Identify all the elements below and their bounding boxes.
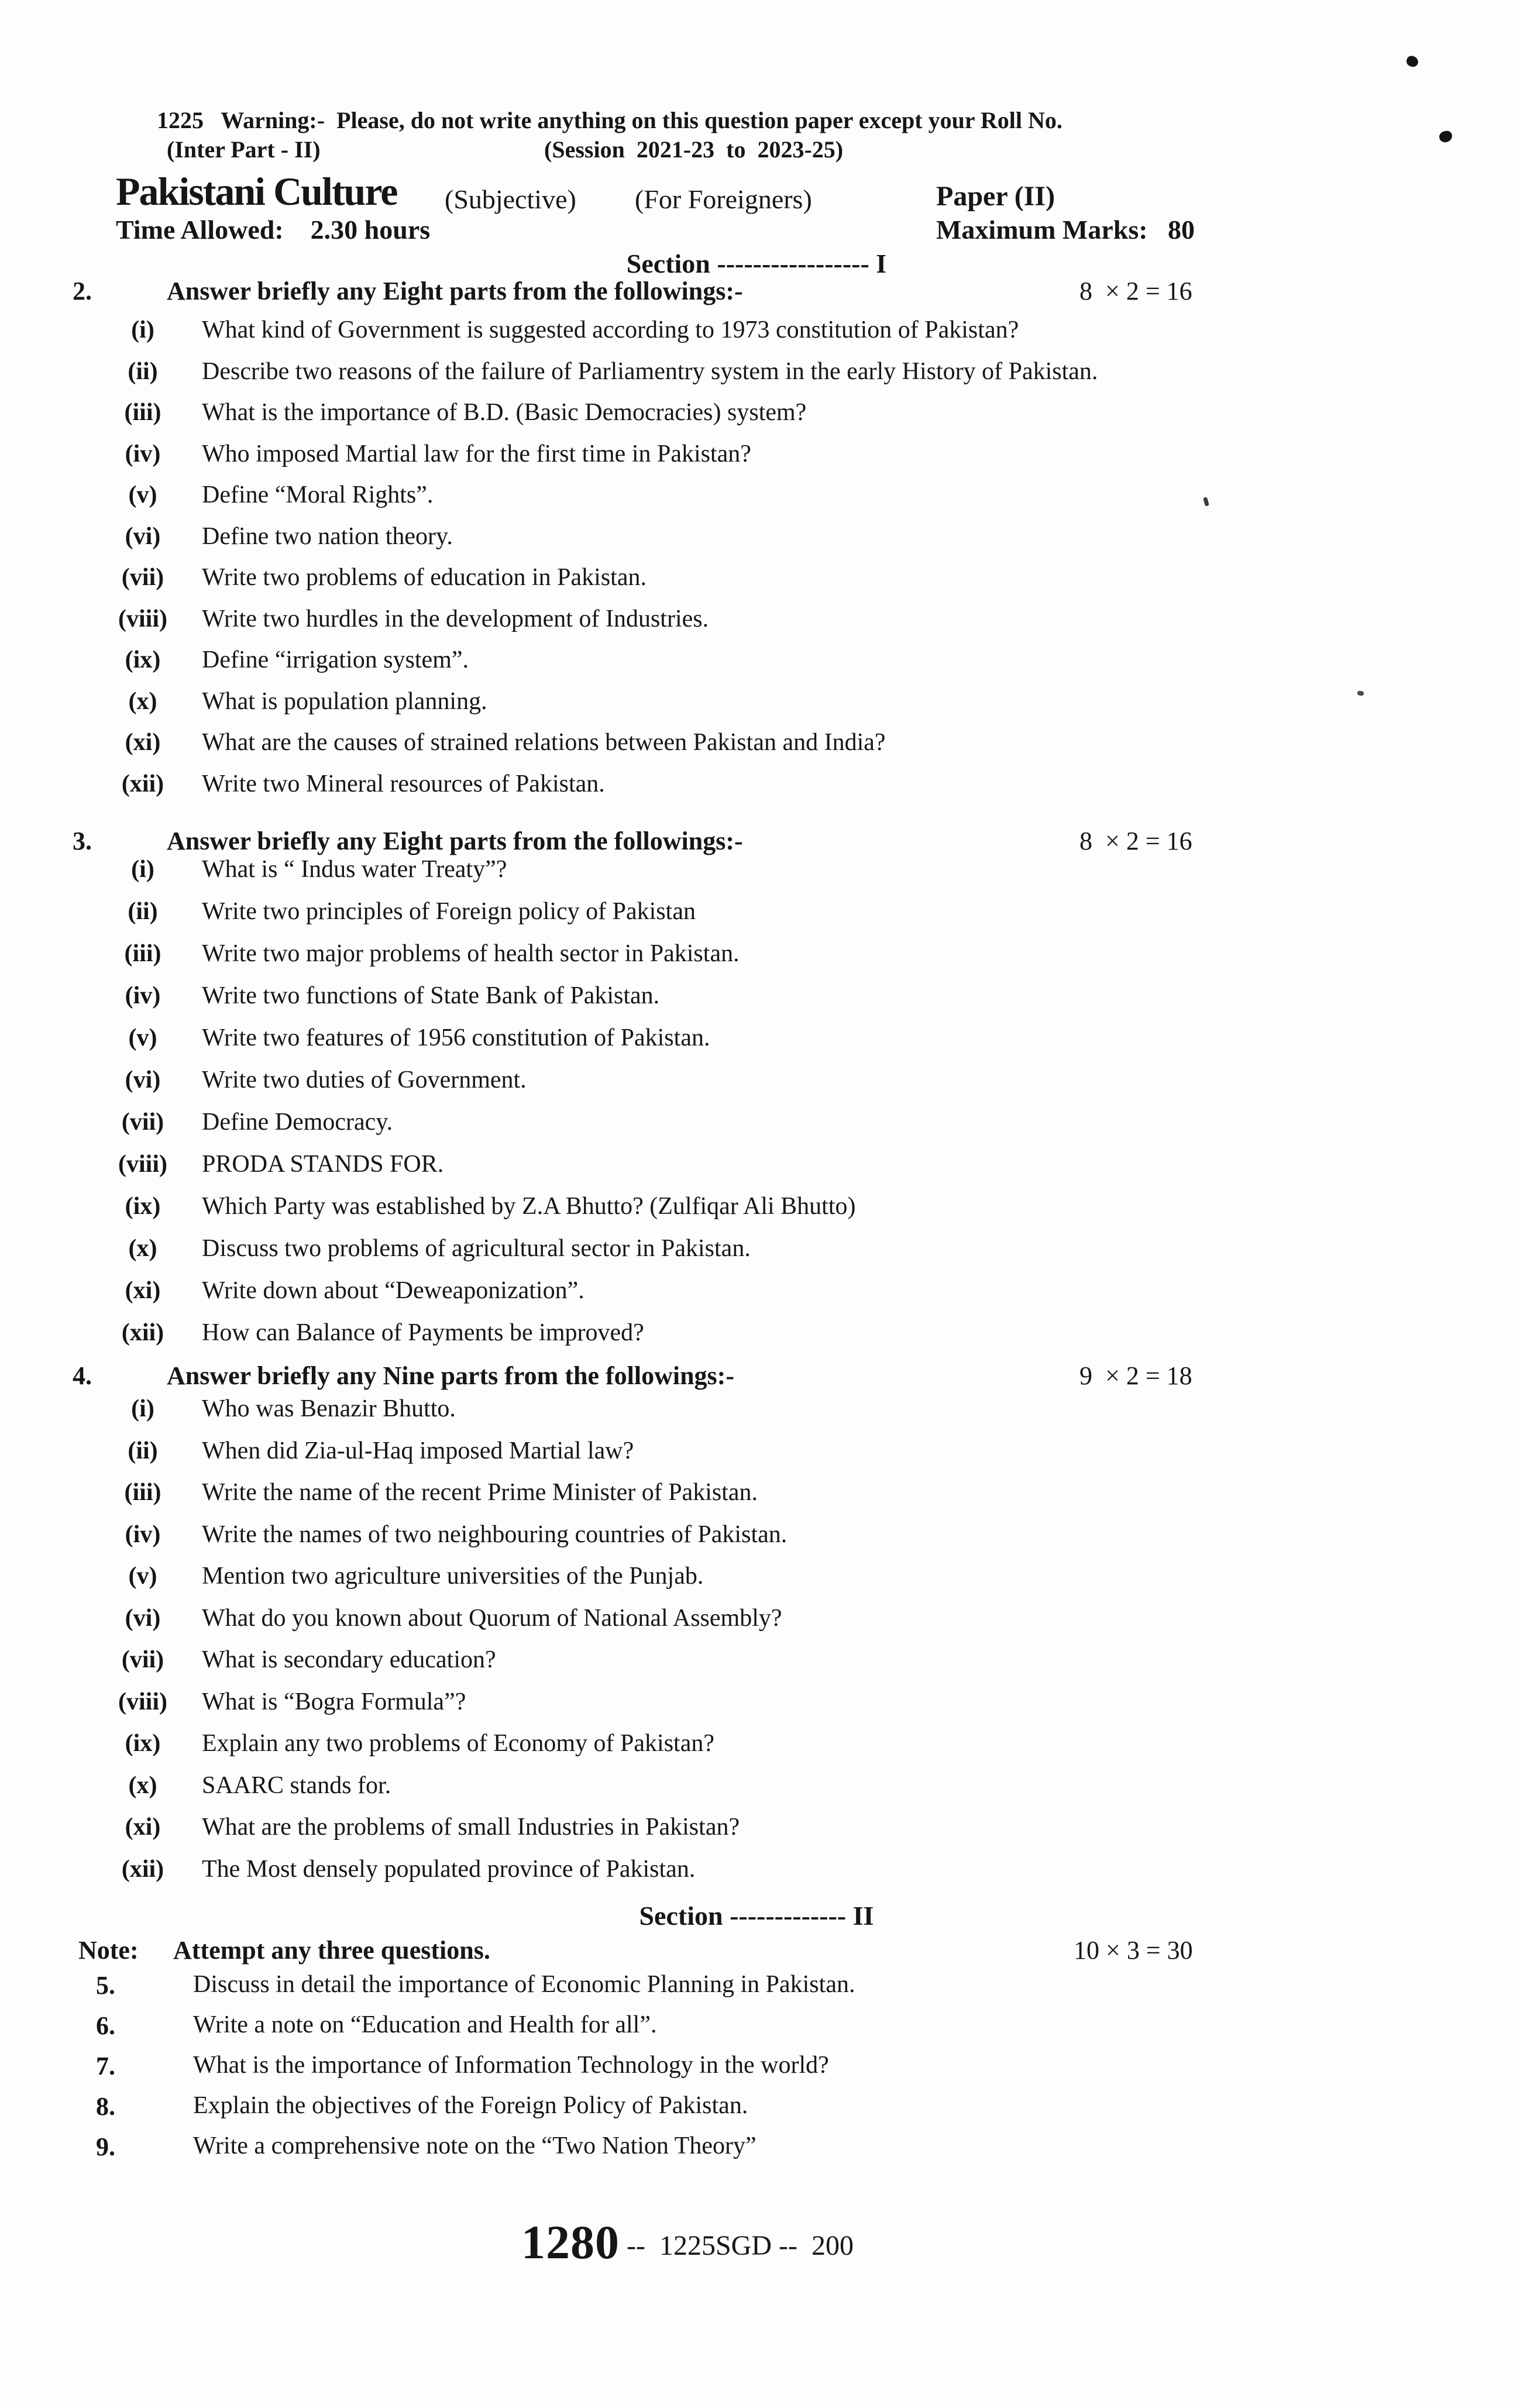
question-part-row <box>0 1192 1513 1234</box>
part-text: Who imposed Martial law for the first time in Pakistan? <box>202 440 751 467</box>
part-numeral: (iv) <box>125 440 161 467</box>
part-numeral: (iv) <box>125 1521 161 1548</box>
part-numeral: (ix) <box>125 1730 161 1757</box>
question-part-row <box>0 1108 1513 1150</box>
part-text: What is “ Indus water Treaty”? <box>202 856 507 883</box>
part-numeral: (iii) <box>124 399 161 426</box>
part-text: Write two features of 1956 constitution of Pakistan. <box>202 1024 710 1051</box>
warning-line: 1225 Warning:- Please, do not write anything on this question paper except your Roll No. <box>157 107 1062 133</box>
part-text: Mention two agriculture universities of the Punjab. <box>202 1563 704 1590</box>
q3-number: 3. <box>73 827 92 855</box>
part-numeral: (xi) <box>125 729 161 756</box>
part-numeral: (iii) <box>124 1479 161 1506</box>
long-question-number: 6. <box>96 2011 115 2040</box>
long-question-number: 7. <box>96 2052 115 2080</box>
q4-parts-list <box>0 1395 1513 1897</box>
inter-part-label: (Inter Part - II) <box>167 136 321 163</box>
long-question-row <box>0 2051 1513 2091</box>
question-part-row <box>0 1688 1513 1730</box>
question-part-row <box>0 1066 1513 1108</box>
question-part-row <box>0 522 1513 564</box>
question-part-row <box>0 605 1513 646</box>
question-part-row <box>0 1319 1513 1361</box>
part-text: Who was Benazir Bhutto. <box>202 1395 456 1422</box>
q3-marks: 8 × 2 = 16 <box>1079 827 1192 855</box>
part-text: Write two functions of State Bank of Pakistan. <box>202 982 660 1009</box>
part-text: What is population planning. <box>202 687 487 715</box>
part-numeral: (xii) <box>121 770 164 797</box>
part-numeral: (vi) <box>125 522 161 550</box>
part-text: PRODA STANDS FOR. <box>202 1151 444 1178</box>
part-text: Define “Moral Rights”. <box>202 481 434 508</box>
part-text: Write two duties of Government. <box>202 1067 527 1093</box>
question-part-row <box>0 1855 1513 1897</box>
long-question-row <box>0 2011 1513 2051</box>
part-text: Write down about “Deweaponization”. <box>202 1277 584 1304</box>
part-numeral: (x) <box>128 1235 157 1262</box>
part-numeral: (x) <box>128 687 157 715</box>
note-marks: 10 × 3 = 30 <box>1074 1936 1193 1965</box>
footer-code-line <box>521 2215 854 2270</box>
question-part-row <box>0 897 1513 940</box>
part-numeral: (xii) <box>121 1319 164 1346</box>
question-part-row <box>0 728 1513 770</box>
question-part-row <box>0 357 1513 399</box>
part-numeral: (vii) <box>121 1646 164 1673</box>
note-label: Note: <box>78 1936 139 1965</box>
question-part-row <box>0 398 1513 440</box>
q3-heading: Answer briefly any Eight parts from the followings:- <box>167 827 743 855</box>
part-numeral: (ix) <box>125 646 161 673</box>
maximum-marks: Maximum Marks: 80 <box>936 215 1195 245</box>
question-part-row <box>0 982 1513 1024</box>
question-part-row <box>0 855 1513 897</box>
long-question-text: Write a note on “Education and Health for all”. <box>193 2011 657 2038</box>
part-numeral: (vii) <box>121 1109 164 1136</box>
part-numeral: (vii) <box>121 564 164 591</box>
part-numeral: (vi) <box>125 1067 161 1093</box>
part-text: Write two major problems of health sector in Pakistan. <box>202 940 740 967</box>
question-part-row <box>0 481 1513 522</box>
question-part-row <box>0 1395 1513 1437</box>
time-allowed: Time Allowed: 2.30 hours <box>116 215 431 245</box>
note-text: Attempt any three questions. <box>173 1936 490 1965</box>
part-numeral: (ix) <box>125 1193 161 1220</box>
part-numeral: (vi) <box>125 1604 161 1632</box>
question-part-row <box>0 1478 1513 1521</box>
q2-marks: 8 × 2 = 16 <box>1079 277 1192 305</box>
part-numeral: (i) <box>131 856 154 883</box>
q3-parts-list <box>0 855 1513 1361</box>
long-question-number: 8. <box>96 2092 115 2121</box>
part-text: Which Party was established by Z.A Bhutto? (Zulfiqar Ali Bhutto) <box>202 1193 856 1220</box>
part-text: Discuss two problems of agricultural sector in Pakistan. <box>202 1235 751 1262</box>
question-part-row <box>0 1150 1513 1192</box>
part-text: Define Democracy. <box>202 1109 393 1136</box>
ink-speck <box>1357 690 1364 696</box>
long-question-text: Discuss in detail the importance of Economic Planning in Pakistan. <box>193 1971 855 1998</box>
part-text: What are the problems of small Industries in Pakistan? <box>202 1814 740 1841</box>
part-numeral: (i) <box>131 1395 154 1422</box>
question-part-row <box>0 1277 1513 1319</box>
question-part-row <box>0 1729 1513 1771</box>
question-part-row <box>0 1437 1513 1479</box>
part-text: Explain any two problems of Economy of Pakistan? <box>202 1730 714 1757</box>
question-part-row <box>0 1646 1513 1688</box>
part-text: What are the causes of strained relations between Pakistan and India? <box>202 729 886 756</box>
part-text: When did Zia-ul-Haq imposed Martial law? <box>202 1437 634 1464</box>
paper-subtitle-subjective: (Subjective) <box>445 184 576 214</box>
part-text: The Most densely populated province of Pakistan. <box>202 1855 696 1883</box>
session-label: (Session 2021-23 to 2023-25) <box>544 136 844 163</box>
question-part-row <box>0 1234 1513 1277</box>
long-question-text: Write a comprehensive note on the “Two Nation Theory” <box>193 2132 756 2159</box>
q4-marks: 9 × 2 = 18 <box>1079 1361 1192 1390</box>
long-question-row <box>0 2091 1513 2132</box>
ink-dot <box>1438 130 1453 143</box>
long-question-row <box>0 2132 1513 2172</box>
question-part-row <box>0 940 1513 982</box>
part-numeral: (xi) <box>125 1814 161 1841</box>
question-part-row <box>0 1771 1513 1814</box>
part-numeral: (x) <box>128 1771 157 1799</box>
part-numeral: (viii) <box>118 1151 167 1178</box>
section-1-heading: Section ----------------- I <box>626 249 887 278</box>
part-text: What is “Bogra Formula”? <box>202 1688 466 1715</box>
part-text: Write two problems of education in Pakistan. <box>202 564 647 591</box>
question-part-row <box>0 646 1513 687</box>
ink-dot <box>1405 54 1420 68</box>
part-numeral: (xi) <box>125 1277 161 1304</box>
question-part-row <box>0 440 1513 481</box>
q2-number: 2. <box>73 277 92 305</box>
question-part-row <box>0 1024 1513 1066</box>
part-text: What is secondary education? <box>202 1646 496 1673</box>
question-part-row <box>0 1562 1513 1604</box>
q4-number: 4. <box>73 1361 92 1390</box>
question-part-row <box>0 1813 1513 1855</box>
long-questions-list <box>0 1970 1513 2172</box>
part-text: SAARC stands for. <box>202 1771 391 1799</box>
long-question-row <box>0 1970 1513 2011</box>
paper-number: Paper (II) <box>936 181 1055 212</box>
part-numeral: (ii) <box>128 1437 158 1464</box>
q2-parts-list <box>0 316 1513 811</box>
long-question-text: What is the importance of Information Technology in the world? <box>193 2052 829 2079</box>
question-part-row <box>0 1521 1513 1563</box>
part-text: What kind of Government is suggested according to 1973 constitution of Pakistan? <box>202 317 1019 343</box>
part-numeral: (xii) <box>121 1855 164 1883</box>
question-part-row <box>0 563 1513 605</box>
part-text: Write two Mineral resources of Pakistan. <box>202 770 605 797</box>
part-numeral: (ii) <box>128 357 158 385</box>
question-part-row <box>0 316 1513 357</box>
q2-heading: Answer briefly any Eight parts from the followings:- <box>167 277 743 305</box>
part-numeral: (v) <box>128 481 157 508</box>
part-numeral: (v) <box>128 1024 157 1051</box>
part-numeral: (ii) <box>128 898 158 925</box>
long-question-number: 5. <box>96 1971 115 2000</box>
section-2-heading: Section ------------- II <box>639 1901 874 1931</box>
paper-code: 1280 <box>521 2216 620 2269</box>
part-numeral: (viii) <box>118 605 167 632</box>
part-numeral: (iv) <box>125 982 161 1009</box>
question-part-row <box>0 770 1513 811</box>
q4-heading: Answer briefly any Nine parts from the followings:- <box>167 1361 734 1390</box>
part-numeral: (iii) <box>124 940 161 967</box>
part-text: Define two nation theory. <box>202 522 453 550</box>
part-text: Write two principles of Foreign policy of Pakistan <box>202 898 696 925</box>
part-text: Describe two reasons of the failure of Parliamentry system in the early History of Pakistan. <box>202 357 1098 385</box>
long-question-number: 9. <box>96 2132 115 2161</box>
part-numeral: (v) <box>128 1563 157 1590</box>
part-numeral: (viii) <box>118 1688 167 1715</box>
part-text: Write the name of the recent Prime Minister of Pakistan. <box>202 1479 758 1506</box>
part-text: What do you known about Quorum of National Assembly? <box>202 1604 782 1632</box>
long-question-text: Explain the objectives of the Foreign Policy of Pakistan. <box>193 2092 748 2119</box>
part-text: How can Balance of Payments be improved? <box>202 1319 644 1346</box>
question-part-row <box>0 1604 1513 1646</box>
footer-suffix: -- 1225SGD -- 200 <box>620 2230 854 2261</box>
part-text: Write the names of two neighbouring countries of Pakistan. <box>202 1521 788 1548</box>
part-text: Define “irrigation system”. <box>202 646 469 673</box>
paper-title: Pakistani Culture <box>116 169 397 214</box>
paper-subtitle-foreigners: (For Foreigners) <box>635 184 812 214</box>
footer <box>0 2215 1513 2270</box>
part-numeral: (i) <box>131 317 154 343</box>
question-part-row <box>0 687 1513 729</box>
part-text: What is the importance of B.D. (Basic Democracies) system? <box>202 399 807 426</box>
part-text: Write two hurdles in the development of Industries. <box>202 605 709 632</box>
